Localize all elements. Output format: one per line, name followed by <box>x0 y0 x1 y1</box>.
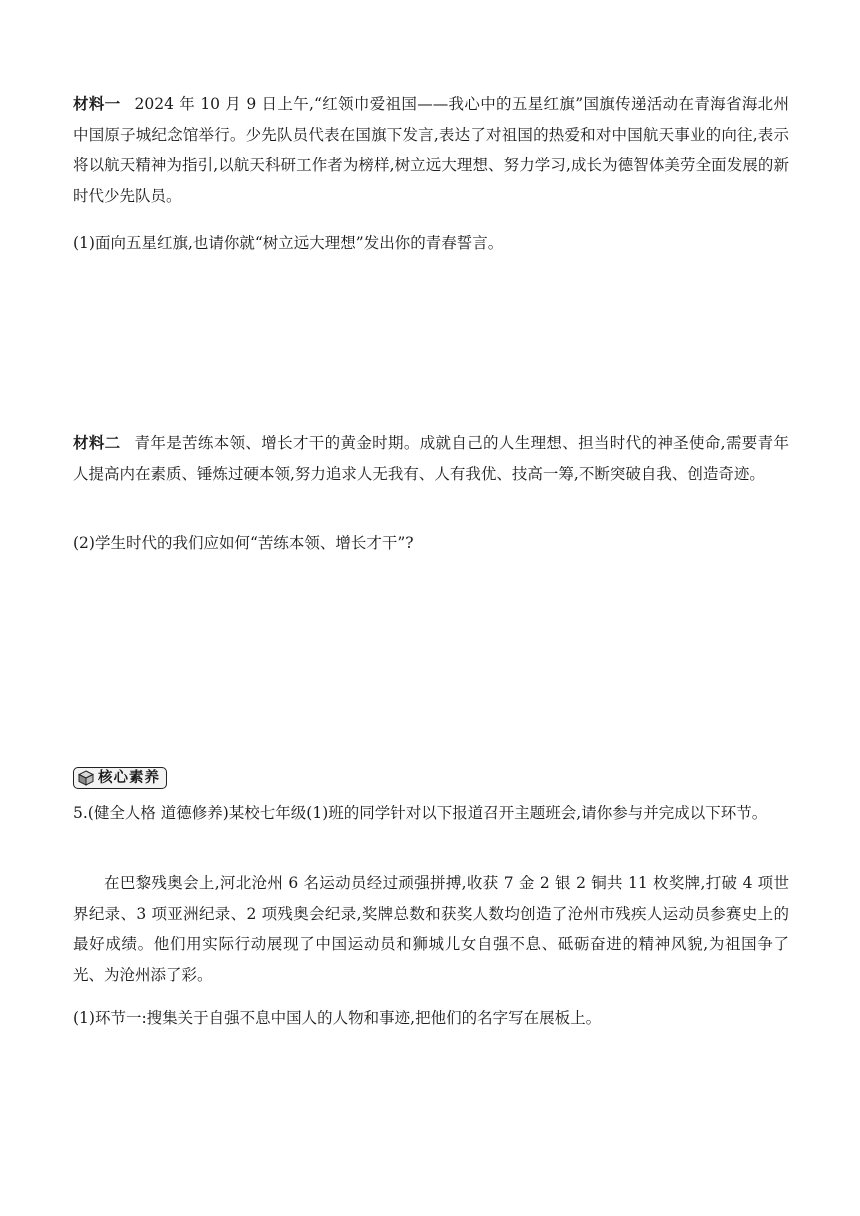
material-one-paragraph <box>73 89 789 211</box>
problem-5-intro: 5.(健全人格 道德修养)某校七年级(1)班的同学针对以下报道召开主题班会,请你参与并完成以下环节。 <box>73 804 768 822</box>
problem-5-question-1: (1)环节一:搜集关于自强不息中国人的人物和事迹,把他们的名字写在展板上。 <box>73 1009 602 1027</box>
material-two-label: 材料二 <box>73 434 121 452</box>
material-one-text: 2024 年 10 月 9 日上午,“红领巾爱祖国——我心中的五星红旗”国旗传递活动在青海省海北州中国原子城纪念馆举行。少先队员代表在国旗下发言,表达了对祖国的热爱和对中国航天事业的向往,表示将以航天精神为指引,以航天科研工作者为榜样,树立远大理想、努力学习,成长为德智体美劳全面发展的新时代少先队员。 <box>73 95 789 205</box>
material-two-text: 青年是苦练本领、增长才干的黄金时期。成就自己的人生理想、担当时代的神圣使命,需要青年人提高内在素质、锤炼过硬本领,努力追求人无我有、人有我优、技高一筹,不断突破自我、创造奇迹。 <box>73 434 789 483</box>
problem-5-report: 在巴黎残奥会上,河北沧州 6 名运动员经过顽强拼搏,收获 7 金 2 银 2 铜共 11 枚奖牌,打破 4 项世界纪录、3 项亚洲纪录、2 项残奥会纪录,奖牌总数和获奖人数均创造了沧州市残疾人运动员参赛史上的最好成绩。他们用实际行动展现了中国运动员和狮城儿女自强不息、砥砺奋进的精神风貌,为祖国争了光、为沧州添了彩。 <box>73 874 789 984</box>
material-two-paragraph <box>73 428 789 489</box>
core-literacy-label: 核心素养 <box>98 770 160 786</box>
material-one-label: 材料一 <box>73 95 121 113</box>
cube-icon <box>78 770 94 786</box>
question-1: (1)面向五星红旗,也请你就“树立远大理想”发出你的青春誓言。 <box>73 234 504 252</box>
core-literacy-badge <box>73 767 167 789</box>
question-2: (2)学生时代的我们应如何“苦练本领、增长才干”? <box>73 534 414 552</box>
